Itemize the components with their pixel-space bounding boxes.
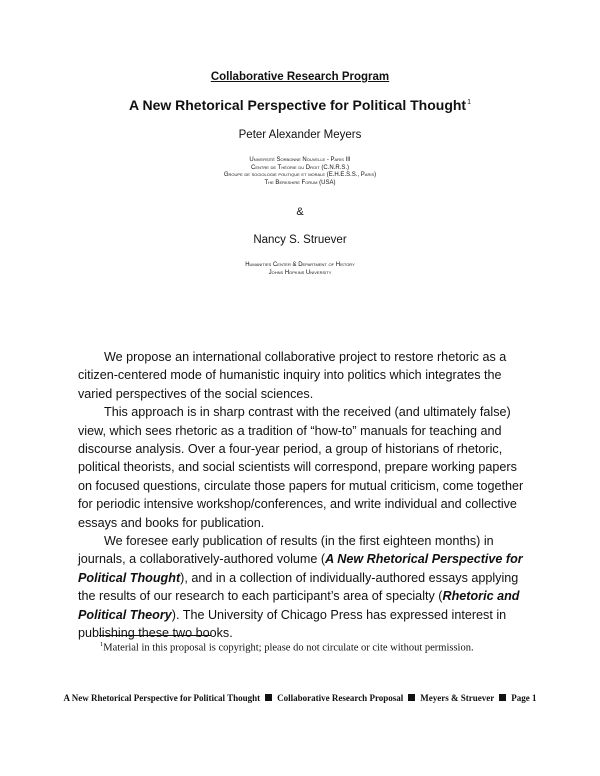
program-heading: Collaborative Research Program	[210, 71, 390, 83]
paragraph-3-text: ). The University of Chicago Press has expressed interest in publishing these two books.	[78, 607, 507, 641]
affiliations-2	[0, 262, 600, 277]
author-separator: &	[296, 206, 304, 218]
footnote-rule	[99, 635, 211, 636]
affiliation-line: Groupe de sociologie politique et morale (E.H.E.S.S., Paris)	[223, 172, 377, 178]
footnote-text: Material in this proposal is copyright; please do not circulate or cite without permission.	[103, 642, 474, 654]
paragraph-1: We propose an international collaborative project to restore rhetoric as a citizen-centered mode of humanistic inquiry into politics which integrates the varied perspectives of the social sciences.	[78, 350, 507, 401]
page-footer	[0, 693, 600, 703]
footer-proposal: Collaborative Research Proposal	[277, 693, 404, 703]
author-name-1: Peter Alexander Meyers	[238, 129, 362, 141]
affiliation-line: The Berkshire Forum (USA)	[264, 179, 336, 186]
footnote	[100, 641, 540, 654]
footer-title: A New Rhetorical Perspective for Political Thought	[63, 693, 261, 703]
affiliation-line: Humanities Center & Department of History	[245, 262, 355, 268]
paragraph-3	[78, 532, 526, 642]
paragraph-2: This approach is in sharp contrast with the received (and ultimately false) view, which sees rhetoric as a tradition of “how-to” manuals for teaching and discourse analysis. Over a four-year period, a group of historians of rhetoric, political theorists, and social scientists will correspond, prepare working papers on focused questions, circulate those papers for mutual criticism, come together for periodic intensive workshop/conferences, and write individual and collective essays and books for publication.	[78, 405, 524, 530]
square-bullet-icon	[499, 694, 506, 701]
paper-title-text: A New Rhetorical Perspective for Political Thought	[128, 97, 467, 113]
square-bullet-icon	[265, 694, 272, 701]
square-bullet-icon	[408, 694, 415, 701]
affiliation-line: Johns Hopkins University	[268, 269, 332, 276]
footnote-number: 1	[100, 641, 104, 648]
author-name-2: Nancy S. Struever	[253, 234, 347, 246]
book-title-2: Rhetoric and Political Theory	[78, 589, 520, 622]
abstract-body	[78, 348, 526, 643]
title-footnote-marker: 1	[467, 99, 471, 107]
footer-authors: Meyers & Struever	[420, 693, 495, 703]
book-title-1: A New Rhetorical Perspective for Political Thought	[78, 552, 523, 585]
affiliations-1	[0, 157, 600, 187]
paragraph-3-text: We foresee early publication of results (in the first eighteen months) in journals, a collaboratively-authored volume (	[78, 534, 494, 567]
paper-title	[0, 97, 600, 113]
affiliation-line: Université Sorbonne Nouvelle - Paris III	[249, 157, 351, 163]
affiliation-line: Centre de Théorie du Droit (C.N.R.S.)	[250, 164, 349, 171]
paragraph-3-text: ), and in a collection of individually-authored essays applying the results of our research to each participant’s area of specialty (	[78, 570, 519, 604]
footer-page-number: Page 1	[511, 693, 537, 703]
